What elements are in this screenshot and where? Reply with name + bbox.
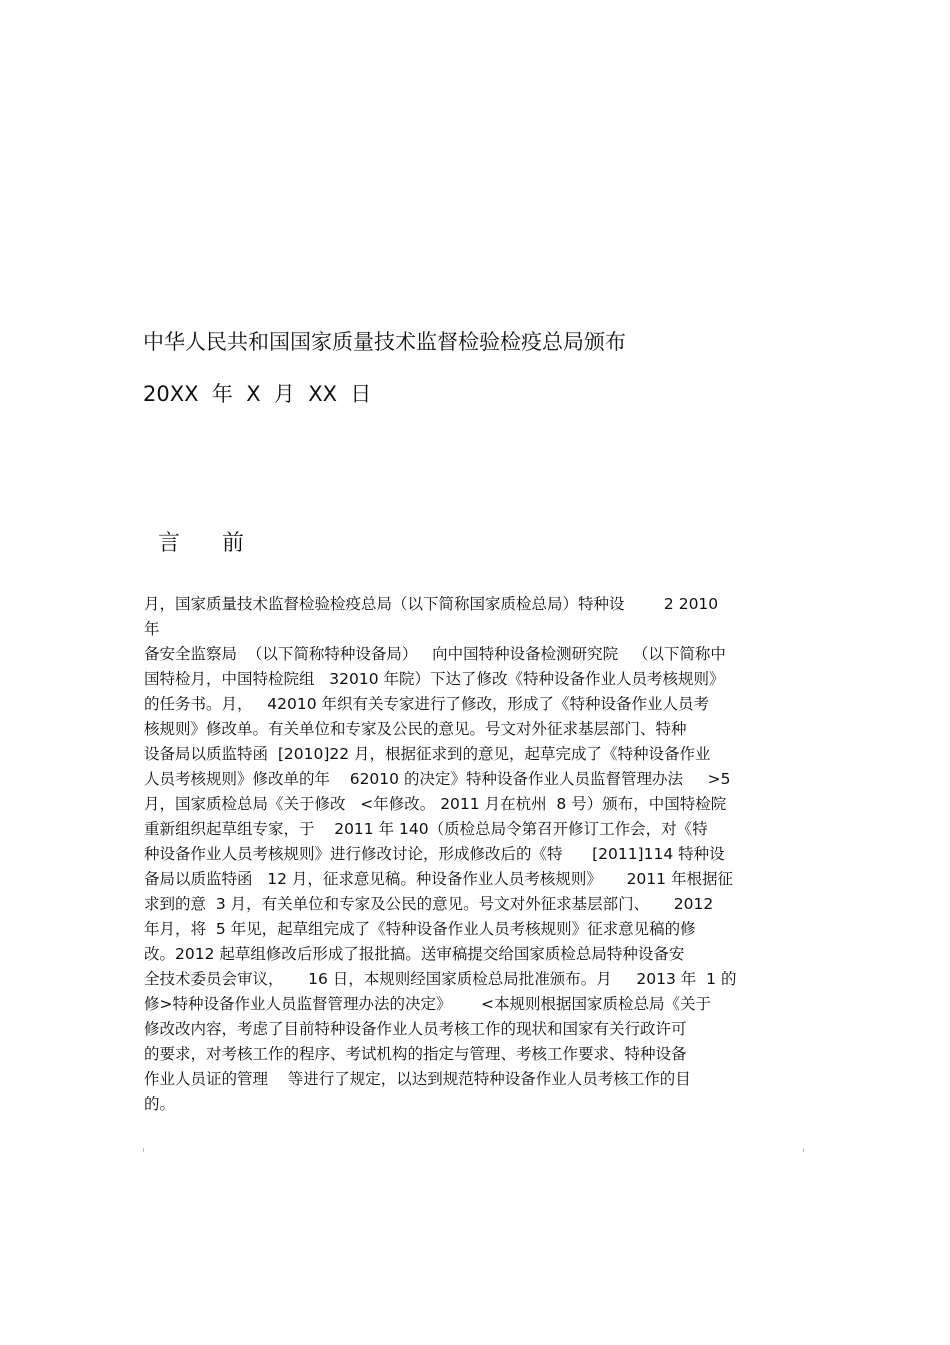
- body-line: 备安全监察局 （以下简称特种设备局） 向中国特种设备检测研究院 （以下简称中: [144, 645, 726, 663]
- body-line: 设备局以质监特函 [2010]22 月，根据征求到的意见，起草完成了《特种设备作业: [144, 745, 711, 763]
- body-line: 修改改内容，考虑了目前特种设备作业人员考核工作的现状和国家有关行政许可: [144, 1020, 687, 1038]
- body-line: 月，国家质量技术监督检验检疫总局（以下简称国家质检总局）特种设 2 2010: [144, 595, 719, 613]
- body-line: 的。: [144, 1095, 176, 1113]
- body-line: 年: [144, 620, 160, 638]
- body-line: 核规则》修改单。有关单位和专家及公民的意见。号文对外征求基层部门、特种: [144, 720, 687, 738]
- issue-date: 20XX 年 X 月 XX 日: [143, 382, 372, 406]
- body-line: 种设备作业人员考核规则》进行修改讨论，形成修改后的《特 [2011]114 特种设: [144, 845, 725, 863]
- body-line: 全技术委员会审议， 16 日，本规则经国家质检总局批准颁布。月 2013 年 1 的: [144, 970, 737, 988]
- foreword-body: [144, 592, 814, 1117]
- body-line: 重新组织起草组专家，于 2011 年 140（质检总局令第召开修订工作会，对《特: [144, 820, 708, 838]
- body-line: 求到的意 3 月，有关单位和专家及公民的意见。号文对外征求基层部门、 2012: [144, 895, 714, 913]
- body-line: 国特检月，中国特检院组 32010 年院）下达了修改《特种设备作业人员考核规则》: [144, 670, 725, 688]
- body-line: 作业人员证的管理 等进行了规定，以达到规范特种设备作业人员考核工作的目: [144, 1070, 691, 1088]
- body-line: 月，国家质检总局《关于修改 <年修改。 2011 月在杭州 8 号）颁布，中国特检院: [144, 795, 727, 813]
- issuing-authority: 中华人民共和国国家质量技术监督检验检疫总局颁布: [143, 330, 626, 354]
- section-title-foreword: 言 前: [158, 531, 244, 556]
- body-line: 改。2012 起草组修改后形成了报批搞。送审稿提交给国家质检总局特种设备安: [144, 945, 685, 963]
- body-line: 的要求，对考核工作的程序、考试机构的指定与管理、考核工作要求、特种设备: [144, 1045, 687, 1063]
- body-line: 的任务书。月， 42010 年织有关专家进行了修改，形成了《特种设备作业人员考: [144, 695, 710, 713]
- page-corner-mark-right: [803, 1148, 804, 1152]
- body-line: 备局以质监特函 12 月，征求意见稿。种设备作业人员考核规则》 2011 年根据征: [144, 870, 733, 888]
- body-line: 人员考核规则》修改单的年 62010 的决定》特种设备作业人员监督管理办法 >5: [144, 770, 731, 788]
- body-line: 年月，将 5 年见，起草组完成了《特种设备作业人员考核规则》征求意见稿的修: [144, 920, 696, 938]
- page-corner-mark-left: [143, 1148, 144, 1152]
- body-line: 修>特种设备作业人员监督管理办法的决定》 <本规则根据国家质检总局《关于: [144, 995, 712, 1013]
